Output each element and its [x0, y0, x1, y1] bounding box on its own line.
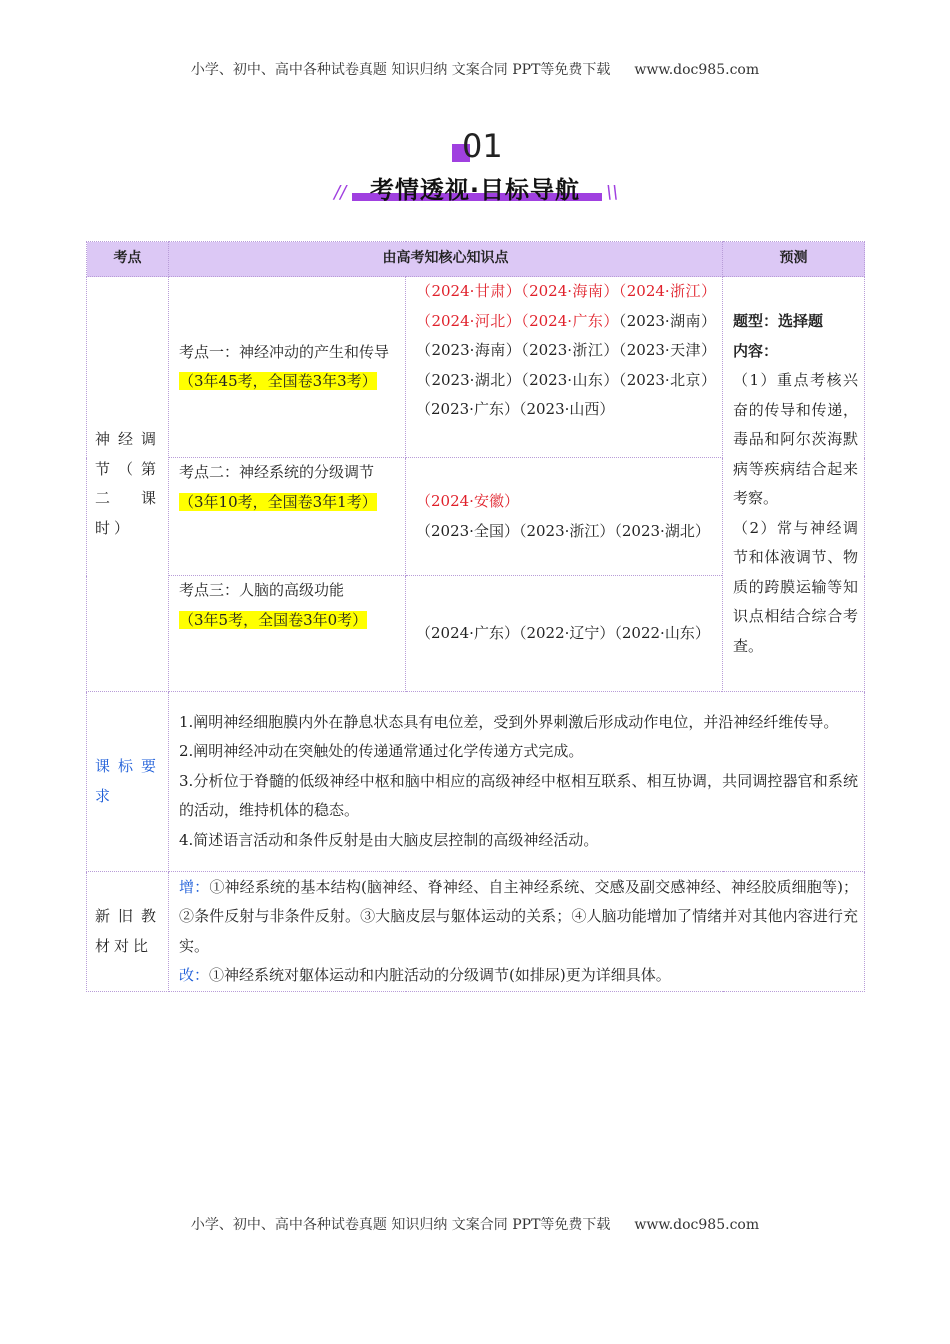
section-heading: 考情透视·目标导航: [369, 176, 581, 204]
table-header-row: [87, 242, 865, 277]
years-cell: [406, 576, 723, 692]
slash-decoration-left: //: [334, 182, 347, 203]
topic-cell: 神经调节（第二课时）: [87, 277, 169, 692]
forecast-content-label: 内容：: [733, 341, 779, 360]
standard-label: 课标要求: [87, 692, 169, 872]
page-footer: [0, 1214, 950, 1234]
point-cell: [169, 277, 406, 458]
add-label: 增：: [179, 877, 210, 896]
point-stat: （3年10考，全国卷3年1考）: [179, 492, 377, 511]
footer-url[interactable]: www.doc985.com: [634, 1217, 760, 1233]
header-text: 小学、初中、高中各种试卷真题 知识归纳 文案合同 PPT等免费下载: [190, 62, 611, 78]
forecast-cell: [723, 277, 865, 692]
compare-cell: [169, 872, 865, 992]
standard-item: 1.阐明神经细胞膜内外在静息状态具有电位差，受到外界刺激后形成动作电位，并沿神经纤维传导。: [179, 712, 839, 731]
footer-text: 小学、初中、高中各种试卷真题 知识归纳 文案合同 PPT等免费下载: [190, 1217, 611, 1233]
point-cell: [169, 458, 406, 576]
header-core: 由高考知核心知识点: [169, 242, 723, 277]
point-name: 考点一：神经冲动的产生和传导: [179, 342, 390, 361]
years-red: （2024·甘肃）（2024·海南）（2024·浙江）（2024·河北）（2024·广东）: [416, 282, 716, 330]
header-kaodian: 考点: [87, 242, 169, 277]
header-forecast: 预测: [723, 242, 865, 277]
standard-item: 3.分析位于脊髓的低级神经中枢和脑中相应的高级神经中枢相互联系、相互协调，共同调控器官和系统的活动，维持机体的稳态。: [179, 771, 858, 820]
table-row: [87, 277, 865, 458]
years-cell: [406, 458, 723, 576]
standard-item: 2.阐明神经冲动在突触处的传递通常通过化学传递方式完成。: [179, 742, 584, 761]
years-red: （2024·安徽）: [416, 492, 519, 510]
table-row: [87, 872, 865, 992]
point-stat: （3年45考，全国卷3年3考）: [179, 372, 377, 390]
header-url[interactable]: www.doc985.com: [634, 62, 760, 78]
years-black: （2023·湖南）（2023·海南）（2023·浙江）（2023·天津）（2023·湖北）（2023·山东）（2023·北京）（2023·广东）（2023·山西）: [416, 311, 716, 418]
years-black: （2024·广东）（2022·辽宁）（2022·山东）: [416, 623, 710, 642]
point-name: 考点三：人脑的高级功能: [179, 581, 345, 599]
standard-cell: [169, 692, 865, 872]
point-name: 考点二：神经系统的分级调节: [179, 463, 375, 481]
change-label: 改：: [179, 966, 210, 984]
slash-decoration-right: \\: [606, 182, 619, 203]
years-cell: [406, 277, 723, 458]
add-text: ①神经系统的基本结构(脑神经、脊神经、自主神经系统、交感及副交感神经、神经胶质细胞等)；②条件反射与非条件反射。③大脑皮层与躯体运动的关系；④人脑功能增加了情绪并对其他内容进行充实。: [179, 877, 858, 955]
forecast-p1: （1）重点考核兴奋的传导和传递，毒品和阿尔茨海默病等疾病结合起来考察。: [733, 371, 858, 507]
section-title: [320, 126, 630, 206]
section-number: 01: [462, 127, 503, 165]
exam-table: [86, 241, 865, 992]
forecast-p2: （2）常与神经调节和体液调节、物质的跨膜运输等知识点相结合综合考查。: [733, 518, 858, 655]
forecast-type: 题型：选择题: [733, 312, 824, 330]
years-black: （2023·全国）（2023·浙江）（2023·湖北）: [416, 521, 710, 540]
table-row: [87, 692, 865, 872]
point-stat: （3年5考，全国卷3年0考）: [179, 610, 368, 629]
page-header: [0, 59, 950, 79]
standard-item: 4.简述语言活动和条件反射是由大脑皮层控制的高级神经活动。: [179, 830, 599, 849]
change-text: ①神经系统对躯体运动和内脏活动的分级调节(如排尿)更为详细具体。: [209, 966, 671, 984]
point-cell: [169, 576, 406, 692]
compare-label: 新旧教材对比: [87, 872, 169, 992]
